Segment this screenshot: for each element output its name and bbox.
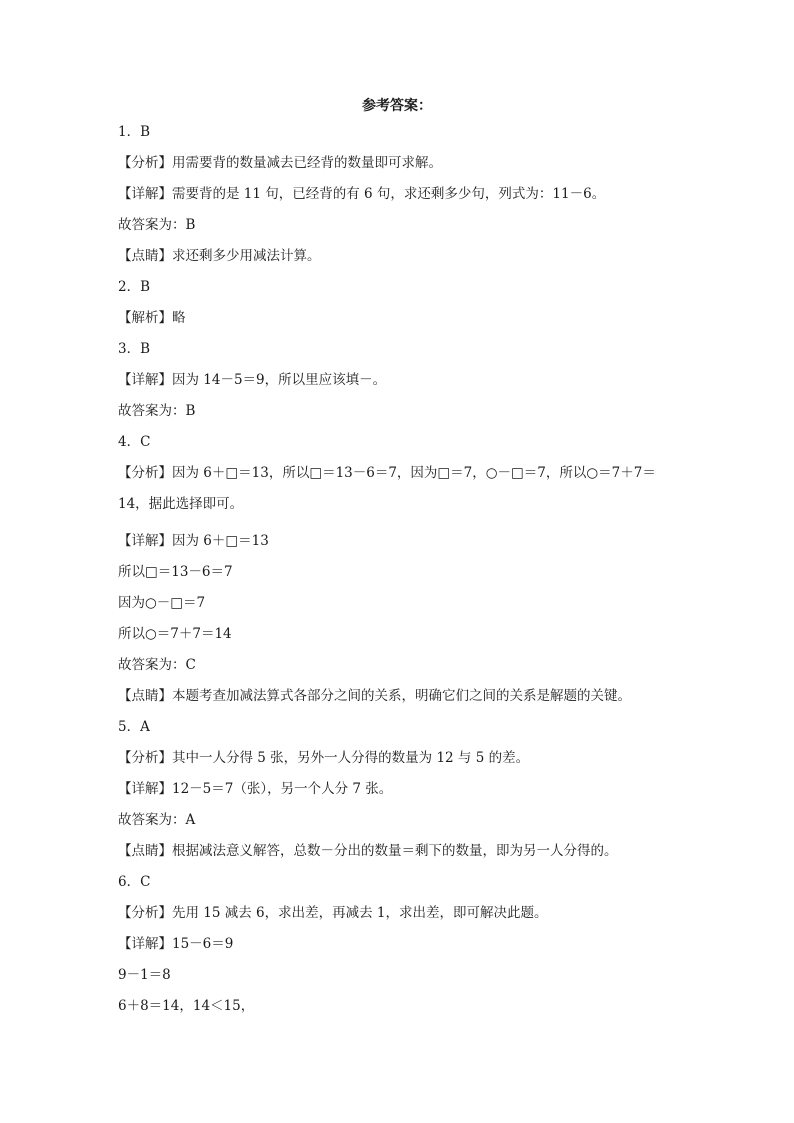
answer-line: 所以□＝13－6＝7 (118, 564, 233, 580)
answer-line: 2．B (118, 279, 151, 295)
answer-line: 【分析】用需要背的数量减去已经背的数量即可求解。 (118, 155, 442, 171)
answer-line: 6＋8＝14，14＜15， (118, 998, 255, 1014)
answer-line: 【解析】略 (118, 310, 186, 326)
answer-line: 3．B (118, 341, 151, 357)
answer-line: 【详解】15－6＝9 (118, 936, 234, 952)
answer-line: 1．B (118, 124, 151, 140)
answer-line: 【分析】其中一人分得 5 张，另外一人分得的数量为 12 与 5 的差。 (118, 750, 530, 766)
answer-line: 【详解】12－5＝7（张），另一个人分 7 张。 (118, 781, 393, 797)
answer-line: 5．A (118, 719, 150, 735)
answer-line: 【点睛】本题考查加减法算式各部分之间的关系，明确它们之间的关系是解题的关键。 (118, 688, 631, 704)
answer-line: 【点睛】求还剩多少用减法计算。 (118, 248, 321, 264)
answer-line: 【详解】需要背的是 11 句，已经背的有 6 句，求还剩多少句，列式为：11－6。 (118, 186, 606, 202)
answer-line: 9－1＝8 (118, 967, 171, 983)
answer-line: 【点睛】根据减法意义解答，总数－分出的数量＝剩下的数量，即为另一人分得的。 (118, 843, 618, 859)
answer-line: 所以○＝7＋7＝14 (118, 626, 232, 642)
answer-line: 【分析】先用 15 减去 6，求出差，再减去 1，求出差，即可解决此题。 (118, 905, 548, 921)
answer-line: 故答案为：B (118, 217, 196, 233)
answer-line: 故答案为：B (118, 403, 196, 419)
answer-line: 【详解】因为 6＋□＝13 (118, 533, 269, 549)
answer-line: 故答案为：C (118, 657, 196, 673)
answer-line: 故答案为：A (118, 812, 196, 828)
answer-line: 4．C (118, 434, 151, 450)
answer-content (118, 122, 678, 1027)
answer-line: 6．C (118, 874, 151, 890)
answer-line: 【分析】因为 6＋□＝13，所以□＝13－6＝7，因为□＝7，○－□＝7，所以○＝7＋7＝14，据此选择即可。 (118, 465, 656, 512)
answer-line: 因为○－□＝7 (118, 595, 206, 611)
answer-line: 【详解】因为 14－5＝9，所以里应该填－。 (118, 372, 387, 388)
page-title: 参考答案： (362, 98, 432, 114)
